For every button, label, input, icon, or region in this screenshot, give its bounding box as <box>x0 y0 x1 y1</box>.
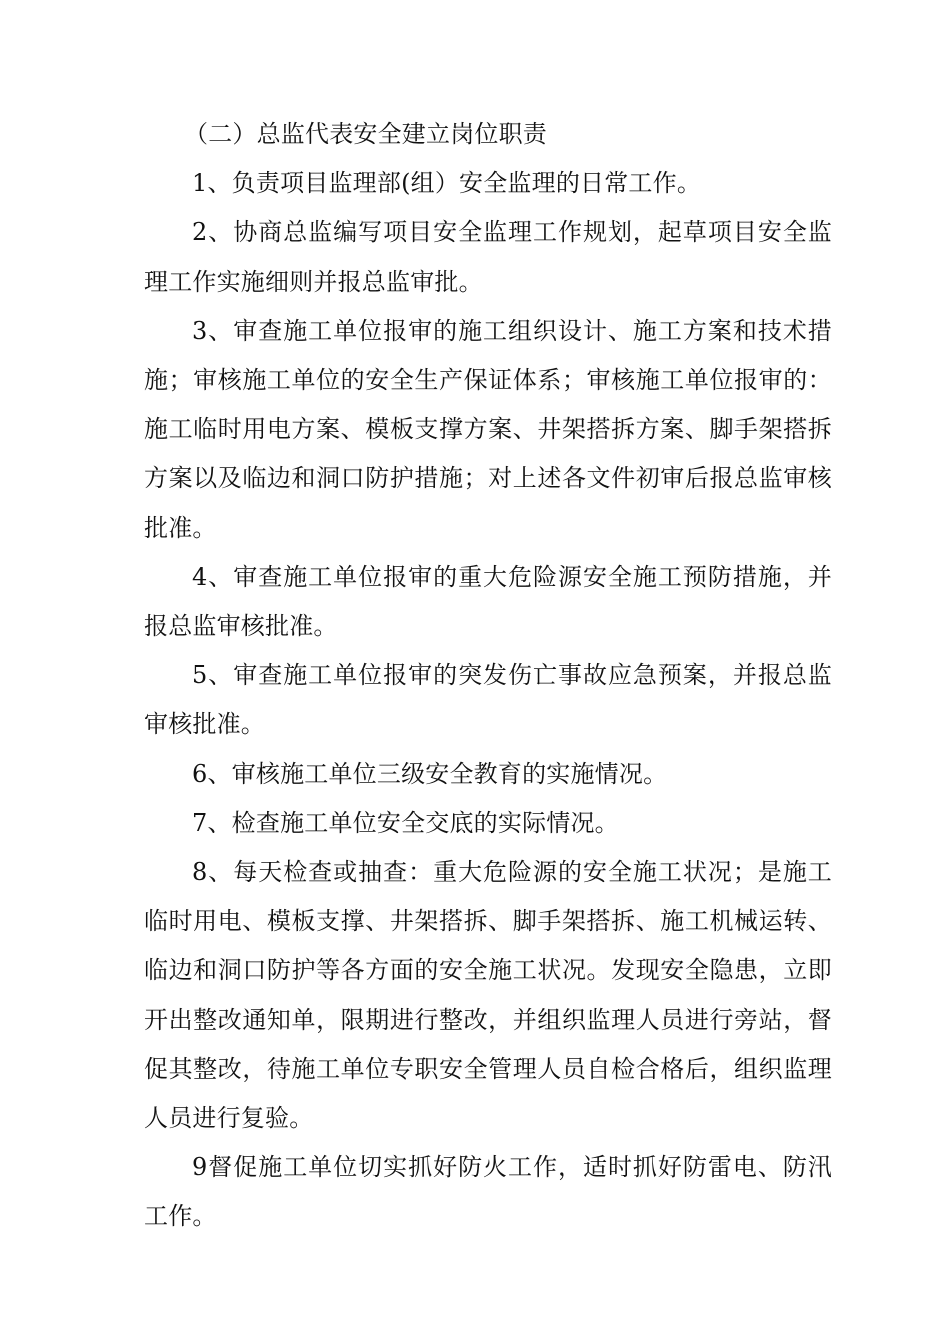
duty-item-1: 1、负责项目监理部(组）安全监理的日常工作。 <box>192 169 702 198</box>
document-body <box>144 110 832 1242</box>
duty-item-5: 5、审查施工单位报审的突发伤亡事故应急预案，并报总监审核批准。 <box>144 661 832 739</box>
duty-item-8: 8、每天检查或抽查：重大危险源的安全施工状况；是施工临时用电、模板支撑、井架搭拆、脚手架搭拆、施工机械运转、临边和洞口防护等各方面的安全施工状况。发现安全隐患，立即开出整改通知单，限期进行整改，并组织监理人员进行旁站，督促其整改，待施工单位专职安全管理人员自检合格后，组织监理人员进行复验。 <box>144 858 832 1133</box>
duty-item-7: 7、检查施工单位安全交底的实际情况。 <box>192 808 619 837</box>
duty-item-4: 4、审查施工单位报审的重大危险源安全施工预防措施，并报总监审核批准。 <box>144 562 832 641</box>
duty-item-2: 2、协商总监编写项目安全监理工作规划，起草项目安全监理工作实施细则并报总监审批。 <box>144 218 832 296</box>
duty-item-6: 6、审核施工单位三级安全教育的实施情况。 <box>192 759 668 788</box>
duty-item-9: 9督促施工单位切实抓好防火工作，适时抓好防雷电、防汛工作。 <box>144 1153 832 1231</box>
section-heading: （二）总监代表安全建立岗位职责 <box>184 120 547 148</box>
duty-item-3: 3、审查施工单位报审的施工组织设计、施工方案和技术措施；审核施工单位的安全生产保证体系；审核施工单位报审的：施工临时用电方案、模板支撑方案、井架搭拆方案、脚手架搭拆方案以及临边和洞口防护措施；对上述各文件初审后报总监审核批准。 <box>144 316 832 542</box>
